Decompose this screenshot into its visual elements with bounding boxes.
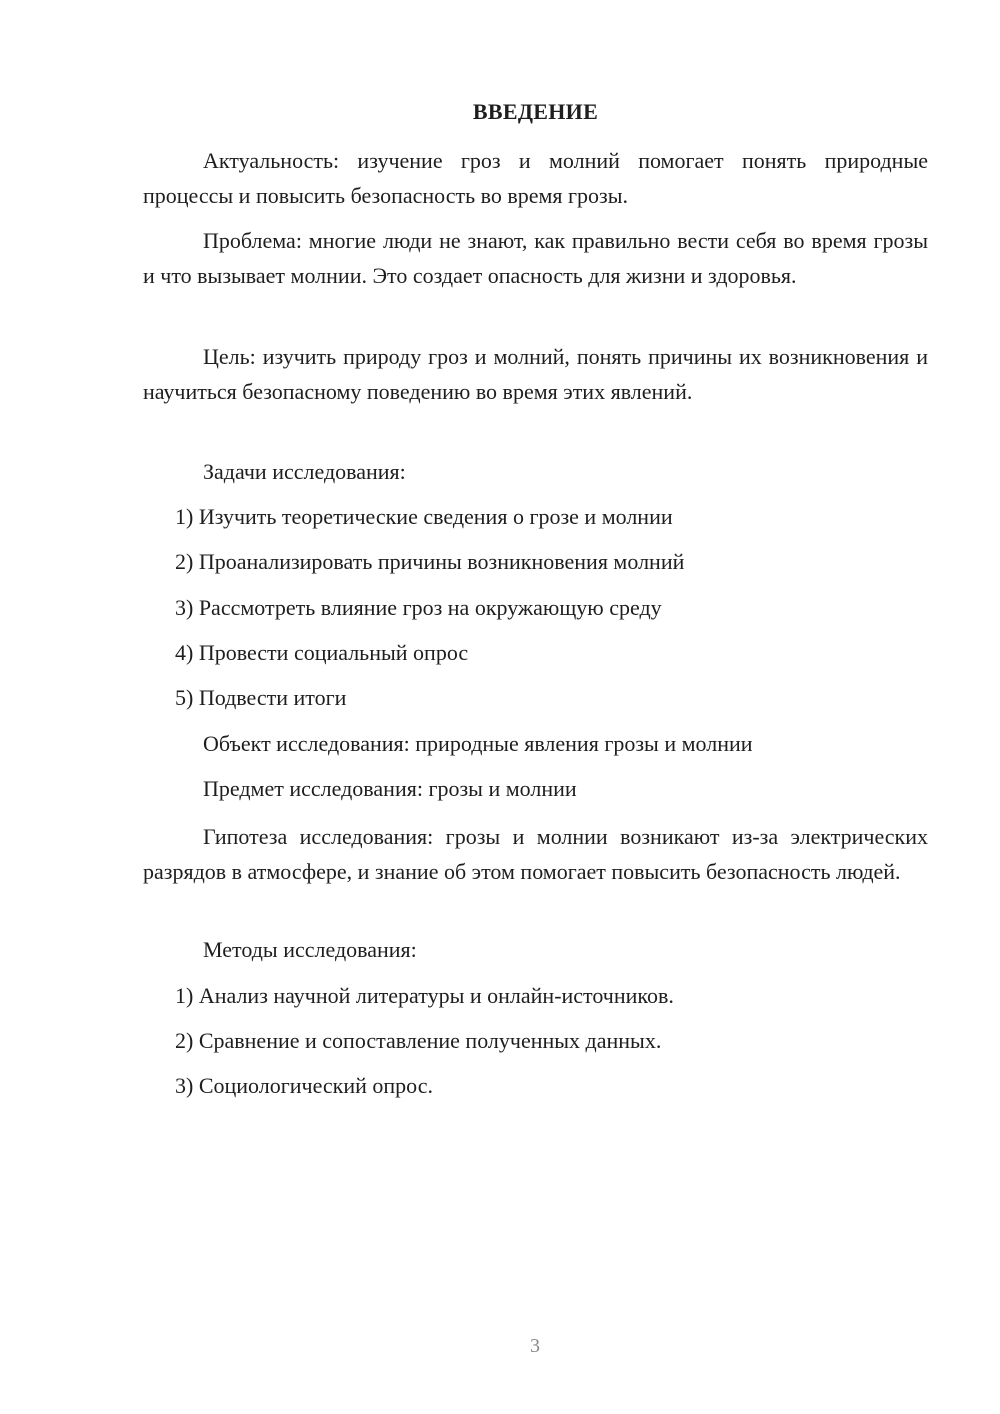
tasks-title: Задачи исследования: [203, 459, 406, 484]
hypothesis-paragraph: Гипотеза исследования: грозы и молнии возникают из-за электрических разрядов в атмосфере, и знание об этом помогает повысить безопасность людей. [143, 824, 928, 884]
problem-paragraph: Проблема: многие люди не знают, как правильно вести себя во время грозы и что вызывает молнии. Это создает опасность для жизни и здоровья. [143, 228, 928, 288]
list-item-method-1: 1) Анализ научной литературы и онлайн-источников. [175, 983, 674, 1008]
list-item-method-2: 2) Сравнение и сопоставление полученных данных. [175, 1028, 662, 1053]
section-heading: ВВЕДЕНИЕ [472, 99, 599, 124]
relevance-paragraph: Актуальность: изучение гроз и молний помогает понять природные процессы и повысить безопасность во время грозы. [143, 148, 928, 208]
page-number: 3 [530, 1335, 540, 1357]
list-item-task-1: 1) Изучить теоретические сведения о грозе и молнии [175, 504, 673, 529]
methods-title: Методы исследования: [203, 937, 417, 962]
list-item-method-3: 3) Социологический опрос. [175, 1073, 433, 1098]
subject-line: Предмет исследования: грозы и молнии [203, 776, 577, 801]
list-item-task-5: 5) Подвести итоги [175, 685, 347, 710]
list-item-task-4: 4) Провести социальный опрос [175, 640, 469, 665]
goal-paragraph: Цель: изучить природу гроз и молний, понять причины их возникновения и научиться безопасному поведению во время этих явлений. [143, 344, 928, 404]
list-item-task-3: 3) Рассмотреть влияние гроз на окружающую среду [175, 595, 662, 620]
list-item-task-2: 2) Проанализировать причины возникновения молний [175, 549, 685, 574]
object-line: Объект исследования: природные явления грозы и молнии [203, 731, 753, 756]
